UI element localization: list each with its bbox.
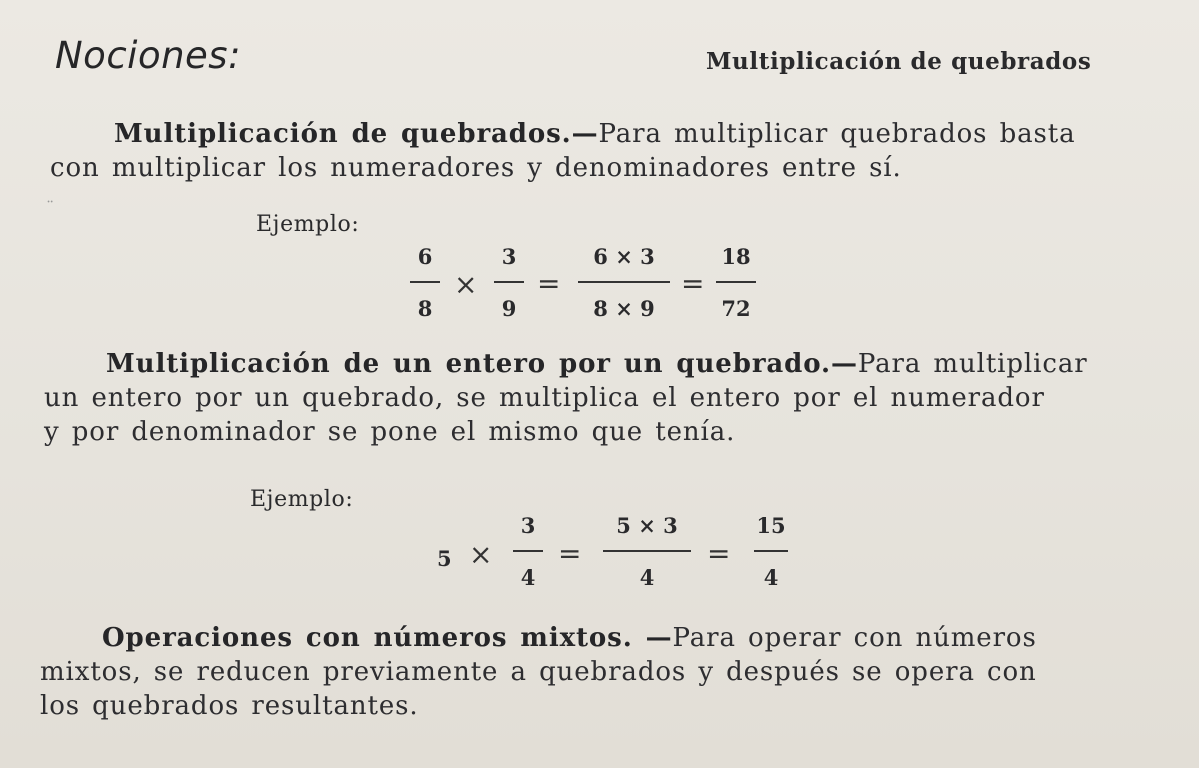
example2-label: Ejemplo: [250, 487, 354, 512]
example2-fraction-c [754, 513, 788, 590]
fraction-numerator: 18 [721, 244, 751, 269]
rule3-line2: mixtos, se reducen previamente a quebrados y después se opera con [40, 657, 1037, 687]
print-smudge: ꞏꞏ [47, 197, 54, 208]
example1-fraction-c [578, 244, 670, 321]
fraction-denominator: 72 [721, 296, 751, 321]
rule2-line2: un entero por un quebrado, se multiplica el entero por el numerador [44, 383, 1045, 413]
example1-fraction-a [410, 244, 440, 321]
fraction-numerator: 3 [501, 244, 517, 269]
fraction-bar [716, 281, 756, 283]
fraction-bar [513, 550, 543, 552]
times-sign: × [454, 268, 478, 301]
fraction-numerator: 6 × 3 [593, 244, 655, 269]
fraction-denominator: 8 [417, 296, 433, 321]
times-sign: × [469, 538, 493, 571]
rule2-line1 [44, 347, 1088, 381]
example1-fraction-b [494, 244, 524, 321]
rule1-line1-text: Para multiplicar quebrados basta [598, 119, 1076, 149]
rule1-term: Multiplicación de quebrados.— [114, 119, 599, 149]
fraction-denominator: 4 [763, 565, 779, 590]
rule1-line2: con multiplicar los numeradores y denominadores entre sí. [50, 153, 902, 183]
example2-fraction-b [603, 513, 691, 590]
rule2-line1-text: Para multiplicar [857, 349, 1088, 379]
fraction-denominator: 4 [639, 565, 655, 590]
rule-mixed-numbers [40, 621, 1037, 723]
equals-sign: = [707, 537, 731, 570]
example1-fraction-d [716, 244, 756, 321]
topic-heading: Multiplicación de quebrados [706, 48, 1092, 75]
rule1-line1 [50, 117, 1076, 151]
fraction-bar [578, 281, 670, 283]
rule2-term: Multiplicación de un entero por un quebrado.— [106, 349, 858, 379]
fraction-numerator: 6 [417, 244, 433, 269]
fraction-bar [754, 550, 788, 552]
rule3-line3: los quebrados resultantes. [40, 691, 419, 721]
rule2-line3: y por denominador se pone el mismo que tenía. [44, 417, 736, 447]
fraction-numerator: 15 [756, 513, 786, 538]
fraction-numerator: 5 × 3 [616, 513, 678, 538]
fraction-denominator: 4 [520, 565, 536, 590]
example1-label: Ejemplo: [256, 212, 360, 237]
whole-number: 5 [437, 546, 452, 571]
fraction-bar [603, 550, 691, 552]
equals-sign: = [681, 267, 705, 300]
equals-sign: = [558, 537, 582, 570]
rule3-line1 [40, 621, 1037, 655]
equals-sign: = [537, 267, 561, 300]
example2-fraction-a [513, 513, 543, 590]
fraction-numerator: 3 [520, 513, 536, 538]
fraction-denominator: 8 × 9 [593, 296, 655, 321]
rule-multiplication-of-fractions [50, 117, 1076, 185]
rule3-term: Operaciones con números mixtos. — [102, 623, 673, 653]
fraction-bar [410, 281, 440, 283]
fraction-bar [494, 281, 524, 283]
rule3-line1-text: Para operar con números [672, 623, 1037, 653]
fraction-denominator: 9 [501, 296, 517, 321]
section-heading: Nociones: [55, 34, 242, 77]
rule-integer-by-fraction [44, 347, 1088, 449]
